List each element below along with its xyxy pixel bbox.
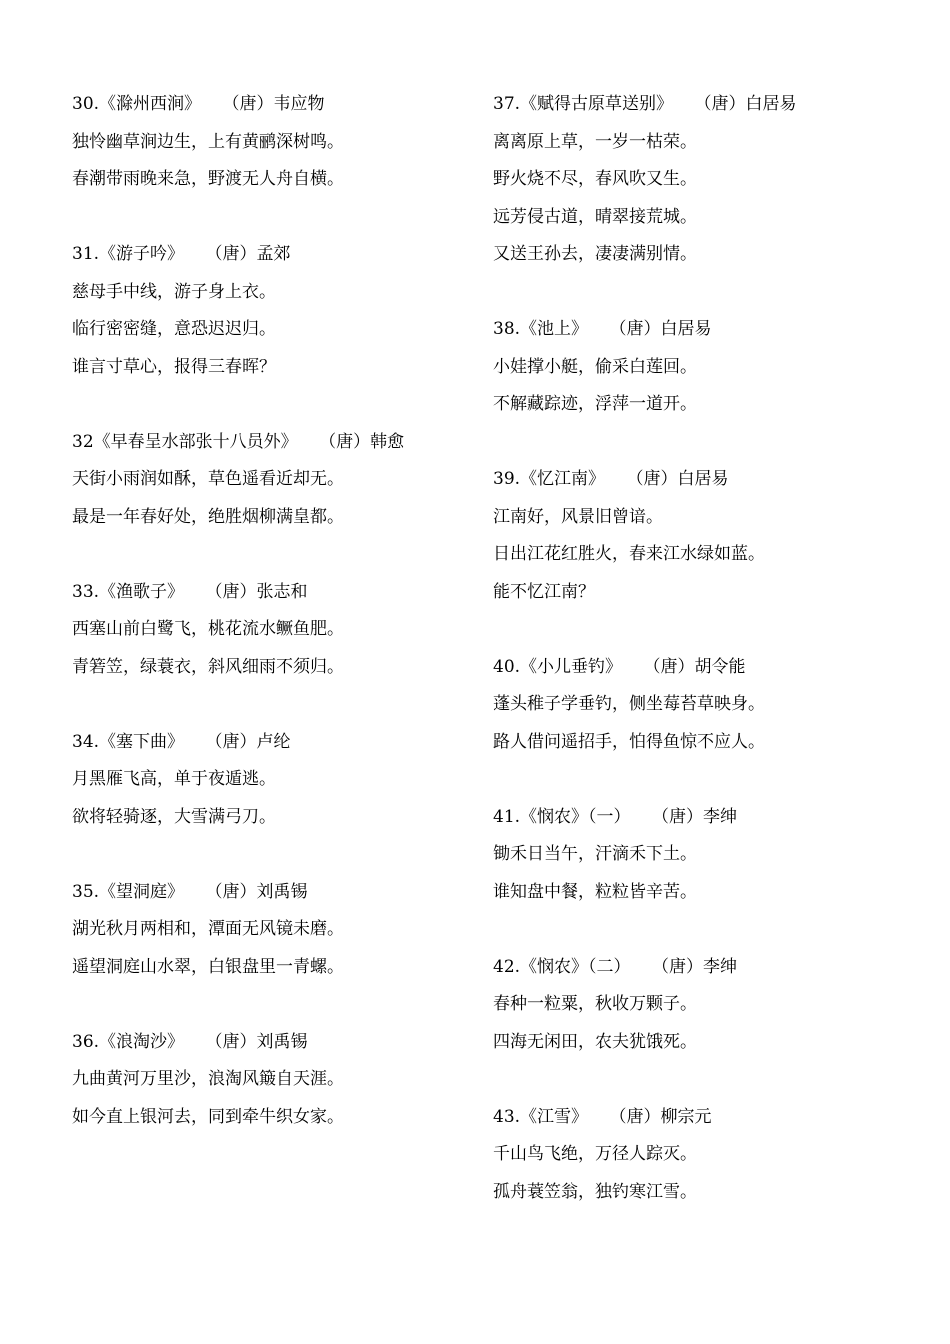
poem-line: 欲将轻骑逐，大雪满弓刀。 <box>72 806 276 827</box>
poem-line: 湖光秋月两相和，潭面无风镜未磨。 <box>72 919 344 939</box>
poem-title-line <box>493 461 913 499</box>
blank-line <box>72 536 472 574</box>
blank-line <box>493 1061 913 1099</box>
poem-author: （唐）胡令能 <box>652 656 746 677</box>
poem-line: 最是一年春好处，绝胜烟柳满皇都。 <box>72 506 344 527</box>
poem-title-line <box>72 724 472 762</box>
blank-line <box>72 986 472 1024</box>
poem-line: 江南好，风景旧曾谙。 <box>493 506 663 527</box>
poem-line: 春种一粒粟，秋收万颗子。 <box>493 994 697 1014</box>
poem-line: 蓬头稚子学垂钓，侧坐莓苔草映身。 <box>493 694 765 714</box>
poem-30 <box>72 86 472 199</box>
poem-line: 谁言寸草心，报得三春晖？ <box>72 356 276 377</box>
poem-line: 天街小雨润如酥，草色遥看近却无。 <box>72 469 344 489</box>
poem-line: 春潮带雨晚来急，野渡无人舟自横。 <box>72 169 344 189</box>
poem-title-line <box>493 949 913 987</box>
poem-author: （唐）白居易 <box>635 469 729 489</box>
blank-line <box>493 424 913 462</box>
poem-author: （唐）韩愈 <box>327 431 405 452</box>
poem-title-line <box>493 649 913 687</box>
blank-line <box>72 386 472 424</box>
left-column <box>72 86 472 1136</box>
poem-title: 39.《忆江南》 <box>493 469 606 489</box>
blank-line <box>72 686 472 724</box>
poem-author: （唐）白居易 <box>703 94 797 114</box>
poem-title: 33.《渔歌子》 <box>72 581 185 602</box>
poem-title: 41.《悯农》（一） <box>493 806 631 827</box>
poem-line: 不解藏踪迹，浮萍一道开。 <box>493 394 697 414</box>
poem-line: 锄禾日当午，汗滴禾下土。 <box>493 844 697 864</box>
poem-37 <box>493 86 913 274</box>
poem-title: 38.《池上》 <box>493 319 589 339</box>
poem-line: 西塞山前白鹭飞，桃花流水鳜鱼肥。 <box>72 619 344 639</box>
blank-line <box>493 611 913 649</box>
poem-title: 34.《塞下曲》 <box>72 731 185 752</box>
poem-line: 临行密密缝，意恐迟迟归。 <box>72 319 276 339</box>
blank-line <box>72 199 472 237</box>
poem-title-line <box>72 86 472 124</box>
poem-41 <box>493 799 913 912</box>
poem-line: 孤舟蓑笠翁，独钓寒江雪。 <box>493 1181 697 1202</box>
poem-42 <box>493 949 913 1062</box>
poem-line: 能不忆江南？ <box>493 581 595 602</box>
poem-author: （唐）柳宗元 <box>618 1106 712 1127</box>
poem-40 <box>493 649 913 762</box>
poem-line: 慈母手中线，游子身上衣。 <box>72 281 276 302</box>
poem-line: 遥望洞庭山水翠，白银盘里一青螺。 <box>72 956 344 977</box>
poem-title: 36.《浪淘沙》 <box>72 1031 185 1052</box>
poem-author: （唐）孟郊 <box>214 244 291 264</box>
poem-line: 小娃撑小艇，偷采白莲回。 <box>493 356 697 377</box>
blank-line <box>493 911 913 949</box>
poem-33 <box>72 574 472 687</box>
poem-title: 43.《江雪》 <box>493 1106 589 1127</box>
poem-line: 离离原上草，一岁一枯荣。 <box>493 131 697 152</box>
blank-line <box>493 274 913 312</box>
poem-35 <box>72 874 472 987</box>
poem-title-line <box>72 236 472 274</box>
poem-title: 30.《滁州西涧》 <box>72 94 202 114</box>
poem-title: 32《早春呈水部张十八员外》 <box>72 431 298 452</box>
poem-author: （唐）张志和 <box>214 581 308 602</box>
poem-39 <box>493 461 913 611</box>
poem-43 <box>493 1099 913 1212</box>
poem-title: 37.《赋得古原草送别》 <box>493 94 674 114</box>
poem-title: 42.《悯农》（二） <box>493 956 631 977</box>
poem-title-line <box>493 799 913 837</box>
blank-line <box>493 761 913 799</box>
poem-line: 又送王孙去，凄凄满别情。 <box>493 244 697 264</box>
poem-line: 远芳侵古道，晴翠接荒城。 <box>493 206 697 227</box>
poem-author: （唐）刘禹锡 <box>214 1031 308 1052</box>
poem-34 <box>72 724 472 837</box>
blank-line <box>72 836 472 874</box>
poem-36 <box>72 1024 472 1137</box>
poem-author: （唐）刘禹锡 <box>214 881 308 902</box>
poem-author: （唐）李绅 <box>660 806 738 827</box>
poem-author: （唐）白居易 <box>618 319 712 339</box>
poem-title: 40.《小儿垂钓》 <box>493 656 623 677</box>
poem-38 <box>493 311 913 424</box>
poem-title-line <box>72 424 472 462</box>
poem-title-line <box>493 1099 913 1137</box>
poem-line: 四海无闲田，农夫犹饿死。 <box>493 1031 697 1052</box>
poem-title-line <box>493 311 913 349</box>
poem-line: 日出江花红胜火，春来江水绿如蓝。 <box>493 544 765 564</box>
poem-title-line <box>72 1024 472 1062</box>
right-column <box>493 86 913 1211</box>
poem-title-line <box>72 874 472 912</box>
poem-line: 青箬笠，绿蓑衣，斜风细雨不须归。 <box>72 656 344 677</box>
poem-author: （唐）李绅 <box>660 956 738 977</box>
poem-title: 35.《望洞庭》 <box>72 881 185 902</box>
poem-line: 月黑雁飞高，单于夜遁逃。 <box>72 769 276 789</box>
poem-line: 如今直上银河去，同到牵牛织女家。 <box>72 1106 344 1127</box>
poem-title: 31.《游子吟》 <box>72 244 185 264</box>
poem-32 <box>72 424 472 537</box>
poem-31 <box>72 236 472 386</box>
poem-line: 千山鸟飞绝，万径人踪灭。 <box>493 1144 697 1164</box>
poem-title-line <box>493 86 913 124</box>
poem-line: 路人借问遥招手，怕得鱼惊不应人。 <box>493 731 765 752</box>
poem-line: 独怜幽草涧边生，上有黄鹂深树鸣。 <box>72 131 344 152</box>
poem-line: 九曲黄河万里沙，浪淘风簸自天涯。 <box>72 1069 344 1089</box>
poem-author: （唐）卢纶 <box>214 731 291 752</box>
poem-author: （唐）韦应物 <box>231 94 325 114</box>
poem-line: 谁知盘中餐，粒粒皆辛苦。 <box>493 881 697 902</box>
poem-title-line <box>72 574 472 612</box>
poem-line: 野火烧不尽，春风吹又生。 <box>493 169 697 189</box>
